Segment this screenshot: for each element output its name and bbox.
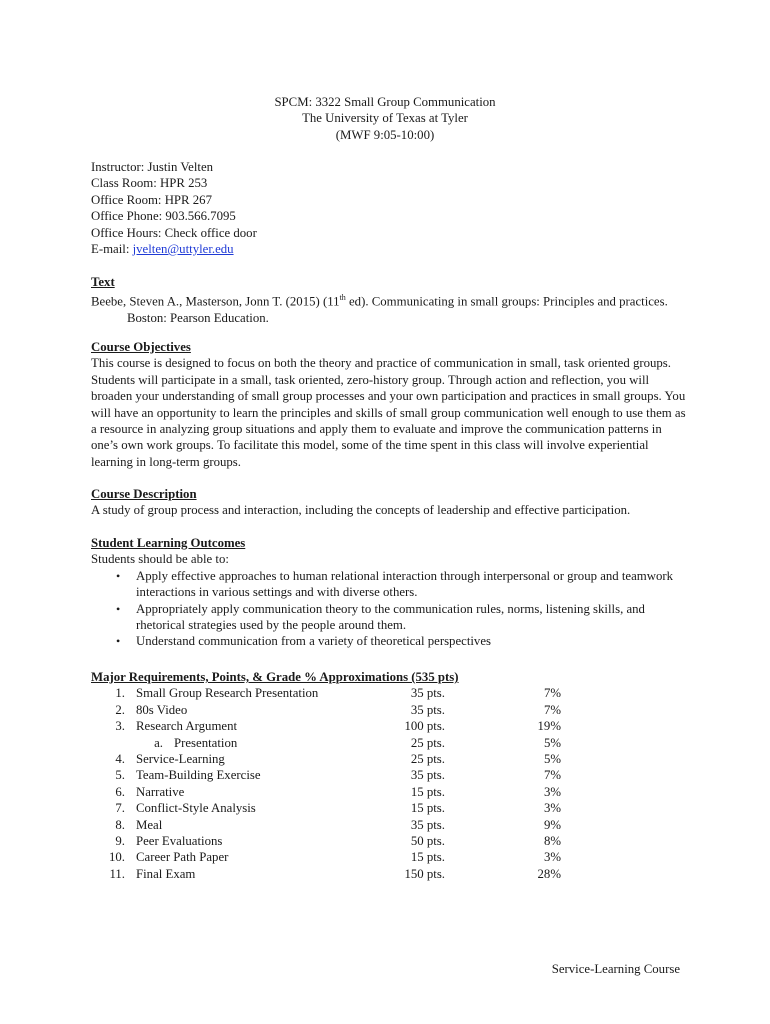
- citation-part-1: Beebe, Steven A., Masterson, Jonn T. (2015) (11: [91, 294, 340, 309]
- footer-label: Service-Learning Course: [551, 962, 680, 976]
- row-points: 35 pts.: [410, 817, 445, 832]
- row-number: 4.: [115, 751, 125, 766]
- textbook-citation: [91, 290, 691, 326]
- table-row: [91, 784, 691, 800]
- list-item: [91, 633, 691, 649]
- row-points: 35 pts.: [410, 702, 445, 717]
- row-points: 15 pts.: [410, 784, 445, 799]
- row-points: 25 pts.: [410, 751, 445, 766]
- bullet-icon: •: [116, 634, 121, 649]
- row-name: Small Group Research Presentation: [136, 686, 319, 701]
- description-section: [91, 486, 691, 519]
- row-points: 35 pts.: [410, 686, 445, 701]
- bullet-icon: •: [116, 601, 121, 616]
- row-percent: 3%: [543, 801, 561, 816]
- row-number: 3.: [115, 719, 125, 734]
- row-number: 11.: [109, 866, 125, 881]
- row-percent: 28%: [537, 866, 561, 881]
- row-points: 50 pts.: [410, 833, 445, 848]
- row-number: 7.: [115, 801, 125, 816]
- outcome-text: Apply effective approaches to human relational interaction through interpersonal or group and teamwork interactions in various settings and with diverse others.: [136, 568, 674, 600]
- list-item: [91, 601, 691, 634]
- text-heading: Text: [91, 275, 115, 289]
- requirements-list: [91, 685, 691, 882]
- table-row: [91, 800, 691, 816]
- class-room: Class Room: HPR 253: [91, 176, 208, 191]
- row-number: 6.: [115, 784, 125, 799]
- row-name: Service-Learning: [136, 751, 225, 766]
- objectives-body: This course is designed to focus on both the theory and practice of communication in small, task oriented groups. Students will participate in a small, task oriented, zero-history group. Through action and reflection, you will broaden your understanding of small group processes and your own participation and practices in small groups. You will have an opportunity to learn the principles and skills of small group communication well enough to use them as a resource in analyzing group situations and apply them to evaluate and improve the communication patterns in one’s own work groups. To facilitate this model, some of the time spent in this class will involve experiential learning in long-term groups.: [91, 356, 686, 469]
- row-percent: 5%: [543, 751, 561, 766]
- class-schedule: (MWF 9:05-10:00): [335, 127, 435, 142]
- outcomes-list: [91, 568, 691, 650]
- row-name: Presentation: [174, 735, 238, 750]
- outcome-text: Understand communication from a variety of theoretical perspectives: [136, 634, 491, 649]
- email-line: [91, 241, 691, 257]
- row-percent: 9%: [543, 817, 561, 832]
- outcomes-heading: Student Learning Outcomes: [91, 536, 246, 550]
- row-number: 9.: [115, 833, 125, 848]
- university-name: The University of Texas at Tyler: [302, 111, 468, 126]
- table-row: [91, 817, 691, 833]
- row-points: 150 pts.: [404, 866, 445, 881]
- citation-part-2: ed). Communicating in small groups: Principles and practices. Boston: Pearson Education.: [127, 294, 668, 326]
- objectives-heading: Course Objectives: [91, 340, 191, 354]
- outcomes-intro: Students should be able to:: [91, 552, 229, 567]
- table-row: [91, 849, 691, 865]
- row-number: 5.: [115, 768, 125, 783]
- outcomes-section: [91, 535, 691, 650]
- row-points: 35 pts.: [410, 768, 445, 783]
- row-number: a.: [154, 735, 163, 750]
- list-item: [91, 568, 691, 601]
- row-percent: 7%: [543, 768, 561, 783]
- office-phone: Office Phone: 903.566.7095: [91, 209, 236, 224]
- instructor-info: [91, 159, 691, 257]
- objectives-section: [91, 339, 691, 470]
- row-percent: 3%: [543, 784, 561, 799]
- row-name: Peer Evaluations: [136, 833, 223, 848]
- description-heading: Course Description: [91, 487, 197, 501]
- course-header: [0, 94, 770, 143]
- table-row: [91, 833, 691, 849]
- row-name: Research Argument: [136, 719, 238, 734]
- table-row: [91, 767, 691, 783]
- row-percent: 7%: [543, 702, 561, 717]
- row-number: 2.: [115, 702, 125, 717]
- table-row: [91, 702, 691, 718]
- row-percent: 19%: [537, 719, 561, 734]
- row-name: Meal: [136, 817, 163, 832]
- text-section: [91, 274, 691, 326]
- course-title: SPCM: 3322 Small Group Communication: [274, 95, 496, 109]
- row-points: 15 pts.: [410, 850, 445, 865]
- table-row: [91, 866, 691, 882]
- row-percent: 5%: [543, 735, 561, 750]
- row-number: 10.: [109, 850, 125, 865]
- office-room: Office Room: HPR 267: [91, 192, 212, 207]
- office-hours: Office Hours: Check office door: [91, 225, 257, 240]
- row-name: 80s Video: [136, 702, 188, 717]
- description-body: A study of group process and interaction, including the concepts of leadership and effective participation.: [91, 503, 631, 518]
- row-number: 8.: [115, 817, 125, 832]
- table-row: [91, 685, 691, 701]
- row-percent: 3%: [543, 850, 561, 865]
- row-name: Career Path Paper: [136, 850, 229, 865]
- citation-superscript: th: [339, 293, 346, 303]
- outcome-text: Appropriately apply communication theory to the communication rules, norms, listening skills, and rhetorical strategies used by the people around them.: [136, 601, 645, 633]
- requirements-section: [91, 669, 691, 882]
- row-percent: 8%: [543, 833, 561, 848]
- row-name: Conflict-Style Analysis: [136, 801, 256, 816]
- table-row: [91, 735, 691, 751]
- row-points: 25 pts.: [410, 735, 445, 750]
- email-label: E-mail:: [91, 241, 133, 256]
- row-name: Final Exam: [136, 866, 196, 881]
- row-name: Narrative: [136, 784, 185, 799]
- row-percent: 7%: [543, 686, 561, 701]
- row-number: 1.: [115, 686, 125, 701]
- instructor-name: Instructor: Justin Velten: [91, 160, 214, 174]
- email-link[interactable]: jvelten@uttyler.edu: [132, 241, 234, 256]
- table-row: [91, 718, 691, 734]
- requirements-heading: Major Requirements, Points, & Grade % Approximations (535 pts): [91, 670, 459, 684]
- row-name: Team-Building Exercise: [136, 768, 261, 783]
- row-points: 100 pts.: [404, 719, 445, 734]
- table-row: [91, 751, 691, 767]
- bullet-icon: •: [116, 568, 121, 583]
- row-points: 15 pts.: [410, 801, 445, 816]
